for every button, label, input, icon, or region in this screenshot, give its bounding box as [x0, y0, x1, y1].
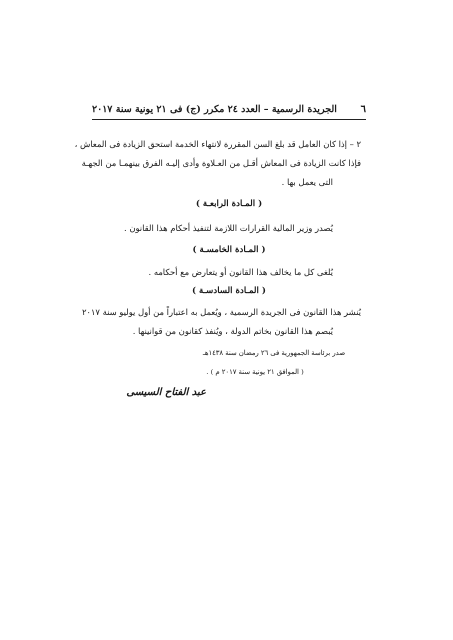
president-signature: عبد الفتاح السيسى: [126, 387, 206, 398]
corresponding-date-line: ( الموافق ٢١ يونية سنة ٢٠١٧ م ) .: [206, 368, 304, 376]
article-6-line-1: يُنشر هذا القانون فى الجريدة الرسمية ، ويُعمل به اعتباراً من أول يوليو سنة ٢٠١٧: [81, 307, 361, 317]
article-5-heading: ( المـادة الخامسـة ): [192, 245, 266, 255]
header-divider: [92, 119, 366, 120]
issuance-line: صدر برئاسة الجمهورية فى ٢٦ رمضان سنة ١٤٣٨هـ: [202, 349, 345, 357]
article-5-text: يُلغى كل ما يخالف هذا القانون أو يتعارض مع أحكامه .: [148, 267, 333, 277]
page-header: [92, 103, 366, 117]
page-number: ٦: [360, 104, 366, 115]
article-4-heading: ( المـادة الرابعـة ): [195, 199, 263, 209]
paragraph-2-line-1: ٢ – إذا كان العامل قد بلغ السن المقررة لانتهاء الخدمة استحق الزيادة فى المعاش ،: [74, 139, 361, 149]
paragraph-2-line-3: التى يعمل بها .: [281, 177, 333, 187]
paragraph-2-line-2: فإذا كانت الزيادة فى المعاش أقـل من العـلاوة وأدى إليـه الفرق بينهمـا من الجهـة: [81, 158, 361, 168]
gazette-issue-line: الجريدة الرسمية – العدد ٢٤ مكرر (ج) فى ٢١ يونية سنة ٢٠١٧: [92, 104, 337, 115]
article-6-heading: ( المـادة السادسـة ): [192, 286, 266, 296]
article-4-text: يُصدر وزير المالية القرارات اللازمة لتنفيذ أحكام هذا القانون .: [124, 223, 333, 233]
article-6-line-2: يُبصم هذا القانون بخاتم الدولة ، ويُنفذ كقانون من قوانينها .: [132, 326, 333, 336]
